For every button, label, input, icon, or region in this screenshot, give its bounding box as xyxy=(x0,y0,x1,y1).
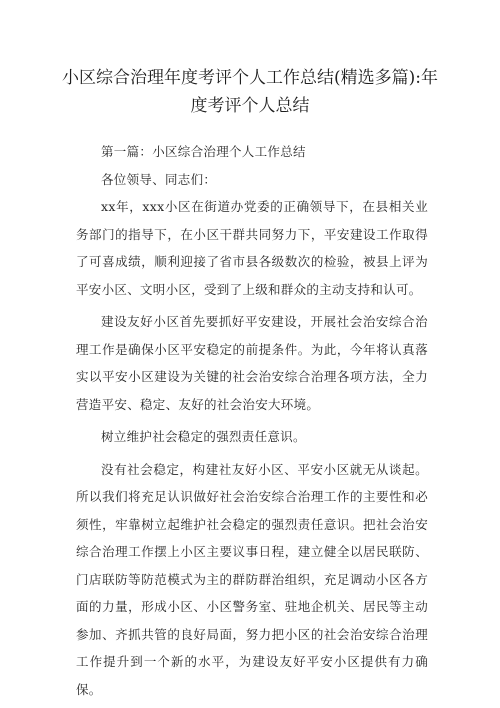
section-heading: 第一篇：小区综合治理个人工作总结 xyxy=(101,144,306,159)
document-title: 小区综合治理年度考评个人工作总结(精选多篇):年度考评个人总结 xyxy=(62,68,438,116)
body-paragraph: 建设友好小区首先要抓好平安建设，开展社会治安综合治理工作是确保小区平安稳定的前提条件。为此，今年将认真落实以平安小区建设为关键的社会治安综合治理各项方法，全力营造平安、稳定、友好的社会治安大环境。 xyxy=(76,314,428,412)
body-paragraph: 树立维护社会稳定的强烈责任意识。 xyxy=(101,429,306,444)
body-paragraph: 没有社会稳定，构建社友好小区、平安小区就无从谈起。所以我们将充足认识做好社会治安综合治理工作的主要性和必须性，牢靠树立起维护社会稳定的强烈责任意识。把社会治安综合治理工作摆上小区主要议事日程，建立健全以居民联防、门店联防等防范模式为主的群防群治组织，充足调动小区各方面的力量，形成小区、小区警务室、驻地企机关、居民等主动参加、齐抓共管的良好局面，努力把小区的社会治安综合治理工作提升到一个新的水平，为建设友好平安小区提供有力确保。 xyxy=(76,461,428,697)
body-paragraph: xx年，xxx小区在街道办党委的正确领导下，在县相关业务部门的指导下，在小区干群共同努力下，平安建设工作取得了可喜成绩，顺利迎接了省市县各级数次的检验，被县上评为平安小区、文明小区，受到了上级和群众的主动支持和认可。 xyxy=(76,199,428,297)
salutation: 各位领导、同志们： xyxy=(101,171,217,187)
document-body xyxy=(76,138,428,703)
